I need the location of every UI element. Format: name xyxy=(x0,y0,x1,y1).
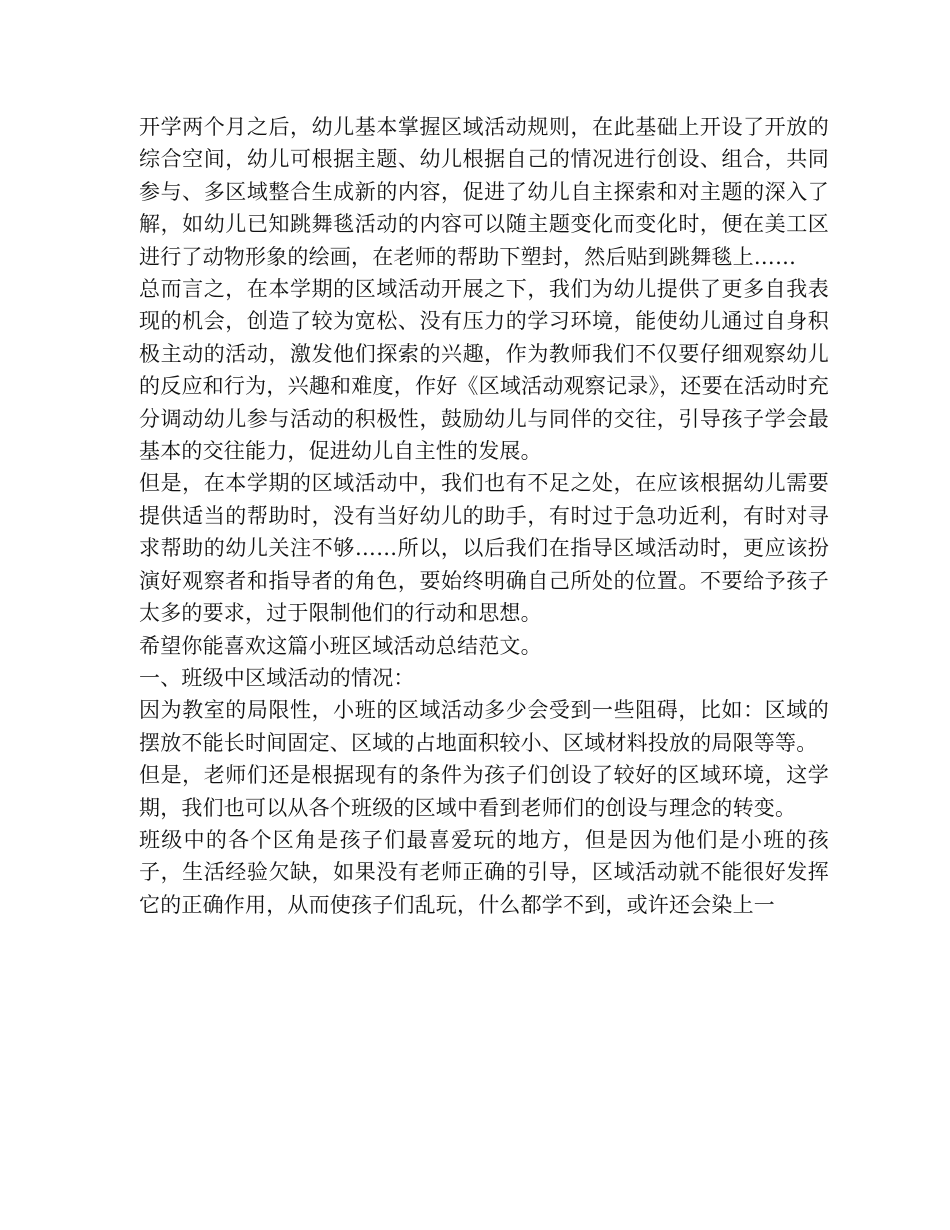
paragraph-shortcomings: 但是，在本学期的区域活动中，我们也有不足之处，在应该根据幼儿需要提供适当的帮助时，没有当好幼儿的助手，有时过于急功近利，有时对寻求帮助的幼儿关注不够……所以，以后我们在指导区域活动时，更应该扮演好观察者和指导者的角色，要始终明确自己所处的位置。不要给予孩子太多的要求，过于限制他们的行动和思想。 xyxy=(139,471,829,626)
section-heading-class-areas: 一、班级中区域活动的情况： xyxy=(139,665,415,690)
paragraph-summary: 总而言之，在本学期的区域活动开展之下，我们为幼儿提供了更多自我表现的机会，创造了较为宽松、没有压力的学习环境，能使幼儿通过自身积极主动的活动，激发他们探索的兴趣，作为教师我们不仅要仔细观察幼儿的反应和行为，兴趣和难度，作好《区域活动观察记录》，还要在活动时充分调动幼儿参与活动的积极性，鼓励幼儿与同伴的交往，引导孩子学会最基本的交往能力，促进幼儿自主性的发展。 xyxy=(139,277,829,464)
paragraph-classroom-limits: 因为教室的局限性，小班的区域活动多少会受到一些阻碍，比如：区域的摆放不能长时间固定、区域的占地面积较小、区域材料投放的局限等等。 xyxy=(139,698,829,755)
document-body xyxy=(139,111,829,921)
paragraph-corner-guidance: 班级中的各个区角是孩子们最喜爱玩的地方，但是因为他们是小班的孩子，生活经验欠缺，如果没有老师正确的引导，区域活动就不能很好发挥它的正确作用，从而使孩子们乱玩，什么都学不到，或许还会染上一 xyxy=(139,827,829,917)
paragraph-teacher-efforts: 但是，老师们还是根据现有的条件为孩子们创设了较好的区域环境，这学期，我们也可以从各个班级的区域中看到老师们的创设与理念的转变。 xyxy=(139,763,829,820)
paragraph-closing-wish: 希望你能喜欢这篇小班区域活动总结范文。 xyxy=(139,633,542,658)
paragraph-dance-mat: 开学两个月之后，幼儿基本掌握区域活动规则，在此基础上开设了开放的综合空间，幼儿可根据主题、幼儿根据自己的情况进行创设、组合，共同参与、多区域整合生成新的内容，促进了幼儿自主探索和对主题的深入了解，如幼儿已知跳舞毯活动的内容可以随主题变化而变化时，便在美工区进行了动物形象的绘画，在老师的帮助下塑封，然后贴到跳舞毯上…… xyxy=(139,115,829,269)
